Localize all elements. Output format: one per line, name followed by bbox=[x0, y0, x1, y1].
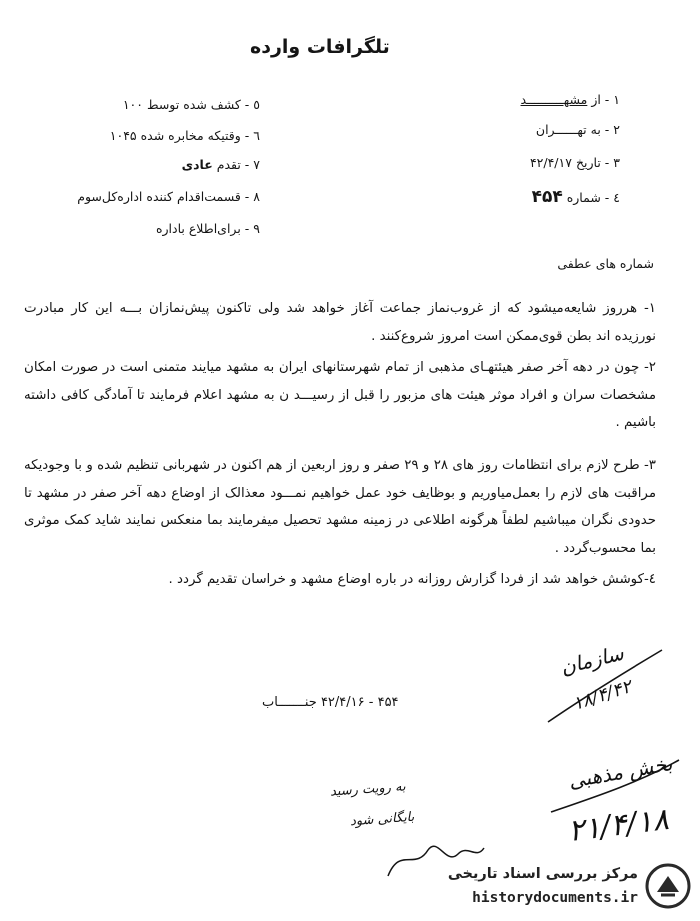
header-field-label: ۱ - از bbox=[591, 92, 620, 107]
document-title: تلگرافات وارده bbox=[250, 36, 390, 58]
handwritten-note-date: ۱۸/۴/۴۲ bbox=[570, 676, 635, 715]
watermark bbox=[408, 852, 698, 918]
header-field-sent-time bbox=[110, 128, 260, 143]
header-field-action-dept bbox=[77, 189, 260, 204]
header-field-for-info bbox=[156, 221, 260, 236]
header-field-value: ۱۰۴۵ bbox=[109, 128, 137, 143]
header-field-priority bbox=[182, 157, 260, 172]
header-field-value: ۴۵۴ bbox=[531, 187, 563, 207]
header-field-label: ٥ - کشف شده توسط bbox=[146, 97, 260, 112]
handwritten-note-org: سازمان bbox=[558, 640, 626, 680]
header-field-label: ۳ - تاریخ bbox=[575, 155, 620, 170]
header-field-decoded-by bbox=[123, 97, 260, 112]
header-field-value: مشهــــــــــد bbox=[520, 92, 588, 107]
header-field-date bbox=[530, 155, 620, 170]
header-field-value: اداره‌کل‌سوم bbox=[77, 189, 143, 204]
header-field-label: ۹ - برای‌اطلاع باداره bbox=[155, 221, 260, 236]
header-field-number bbox=[532, 187, 620, 207]
paragraph-4: ٤-کوشش خواهد شد از فردا گزارش روزانه در باره اوضاع مشهد و خراسان تقدیم گردد . bbox=[168, 572, 656, 587]
reference-numbers-label: شماره های عطفی bbox=[557, 256, 654, 271]
archive-logo-icon bbox=[644, 862, 692, 910]
handwritten-note-date-2: ۲۱/۴/۱۸ bbox=[566, 801, 671, 850]
handwritten-note-seen: به رویت رسید bbox=[329, 779, 407, 800]
header-field-value: عادی bbox=[181, 157, 213, 172]
header-field-value: ۴۲/۴/۱۷ bbox=[529, 155, 572, 170]
header-field-label: ۲ - به bbox=[590, 122, 620, 137]
header-field-label: ٦ - وقتیکه مخابره شده bbox=[140, 128, 260, 143]
handwritten-note-department: بخش مذهبی bbox=[566, 751, 675, 793]
header-field-label: ۸ - قسمت‌اقدام کننده bbox=[146, 189, 260, 204]
handwritten-note-archive: بایگانی شود bbox=[349, 809, 415, 830]
paragraph-2: ۲- چون در دهه آخر صفر هیئتهـای مذهبی از تمام شهرستانهای ایران به مشهد میایند متمنی است در صورت امکان مشخصات سران و افراد موثر هیئت های مزبور را قبل از رسیـــد ن به مشهد اعلام فرمایند تا آمادگی کافی داشته باشیم . bbox=[24, 360, 656, 430]
watermark-website: historydocuments.ir bbox=[472, 890, 638, 906]
reference-line: ۴۵۴ - ۴۲/۴/۱۶ جنـــــــاب bbox=[262, 695, 399, 710]
handwritten-stroke bbox=[540, 640, 670, 730]
paragraph-1: ۱- هرروز شایعه‌میشود که از غروب‌نماز جماعت آغاز خواهد شد ولی تاکنون پیش‌نمازان بـــه این کار مبادرت نورزیده اند بطن قوی‌ممکن است امروز شروع‌کنند . bbox=[24, 301, 656, 344]
paragraph-3: ۳- طرح لازم برای انتظامات روز های ۲۸ و ۲۹ صفر و روز اربعین از هم اکنون در شهربانی تنظیم شده و با وجودیکه مراقبت های لازم را بعمل‌میاوریم و بوظایف خود عمل خواهیم نمـــود معذالک از اوضاع دهه آخر صفر در مشهد تا حدودی نگران میباشیم لطفاً هرگونه اطلاعی در زمینه مشهد تحصیل میفرمایند بما منعکس نمایند شاید کمک موثری بما محسوب‌گردد . bbox=[24, 458, 656, 556]
watermark-org-name: مرکز بررسی اسناد تاریخی bbox=[447, 866, 638, 882]
header-field-label: ٤ - شماره bbox=[566, 190, 620, 205]
header-field-value: ۱۰۰ bbox=[122, 97, 143, 112]
header-field-value: تهــــــران bbox=[535, 122, 587, 137]
header-field-from bbox=[521, 92, 620, 107]
header-field-to bbox=[536, 122, 620, 137]
header-field-label: ۷ - تقدم bbox=[216, 157, 260, 172]
